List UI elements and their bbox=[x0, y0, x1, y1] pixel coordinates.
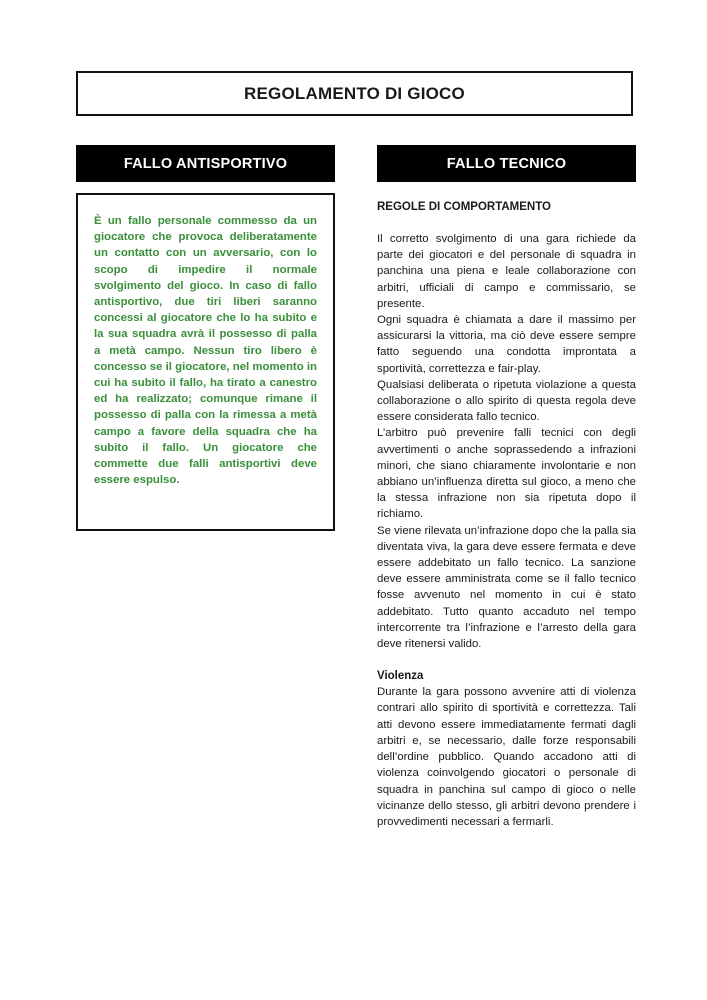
fallo-antisportivo-header: FALLO ANTISPORTIVO bbox=[76, 145, 335, 182]
fallo-antisportivo-box bbox=[76, 193, 335, 531]
fallo-tecnico-paragraph: L’arbitro può prevenire falli tecnici con degli avvertimenti o anche soprassedendo a infrazioni minori, che siano chiaramente involontarie e non abbiano un’influenza diretta sul gioco, a meno che la stessa infrazione non sia ripetuta dopo il richiamo. bbox=[377, 427, 636, 521]
violenza-paragraph: Durante la gara possono avvenire atti di violenza contrari allo spirito di sportività e correttezza. Tali atti devono essere immediatamente fermati dagli arbitri e, se necessario, dalle forze responsabili dell’ordine pubblico. Quando accadono atti di violenza coinvolgendo giocatori o personale di squadra in panchina sul campo di gioco o nelle vicinanze dello stesso, gli arbitri devono prendere i provvedimenti necessari a fermarli. bbox=[377, 686, 636, 828]
fallo-tecnico-paragraph: Se viene rilevata un’infrazione dopo che la palla sia diventata viva, la gara deve essere fermata e deve essere addebitato un fallo tecnico. La sanzione deve essere amministrata come se il fallo tecnico fosse avvenuto nel momento in cui è stato addebitato. Tutto quanto accaduto nel tempo intercorrente tra l’infrazione e l’arresto della gara deve ritenersi valido. bbox=[377, 524, 636, 651]
fallo-tecnico-header: FALLO TECNICO bbox=[377, 145, 636, 182]
fallo-tecnico-paragraph: Il corretto svolgimento di una gara richiede da parte dei giocatori e del personale di squadra in panchina una piena e leale collaborazione con arbitri, ufficiali di campo e commissario, se presente. bbox=[377, 233, 636, 310]
page-title-box bbox=[76, 71, 633, 116]
fallo-tecnico-paragraph: Ogni squadra è chiamata a dare il massimo per assicurarsi la vittoria, ma ciò deve essere sempre fatto seguendo una condotta improntata a sportività, correttezza e fair-play. bbox=[377, 314, 636, 375]
fallo-antisportivo-text: È un fallo personale commesso da un giocatore che provoca deliberatamente un contatto con un avversario, con lo scopo di impedire il normale svolgimento del gioco. In caso di fallo antisportivo, due tiri liberi saranno concessi al giocatore che lo ha subito e la sua squadra avrà il possesso di palla a metà campo. Nessun tiro libero è concesso se il giocatore, nel momento in cui ha subito il fallo, ha tirato a canestro ed ha realizzato; comunque rimane il possesso di palla con la rimessa a metà campo a favore della squadra che ha subito il fallo. Un giocatore che commette due falli antisportivi deve essere espulso. bbox=[94, 215, 317, 487]
fallo-tecnico-paragraph: Qualsiasi deliberata o ripetuta violazione a questa collaborazione o allo spirito di questa regola deve essere considerata fallo tecnico. bbox=[377, 378, 636, 424]
page-title: REGOLAMENTO DI GIOCO bbox=[244, 83, 465, 103]
violenza-heading: Violenza bbox=[377, 670, 424, 683]
fallo-tecnico-column bbox=[377, 199, 636, 830]
regole-comportamento-heading: REGOLE DI COMPORTAMENTO bbox=[377, 201, 551, 213]
